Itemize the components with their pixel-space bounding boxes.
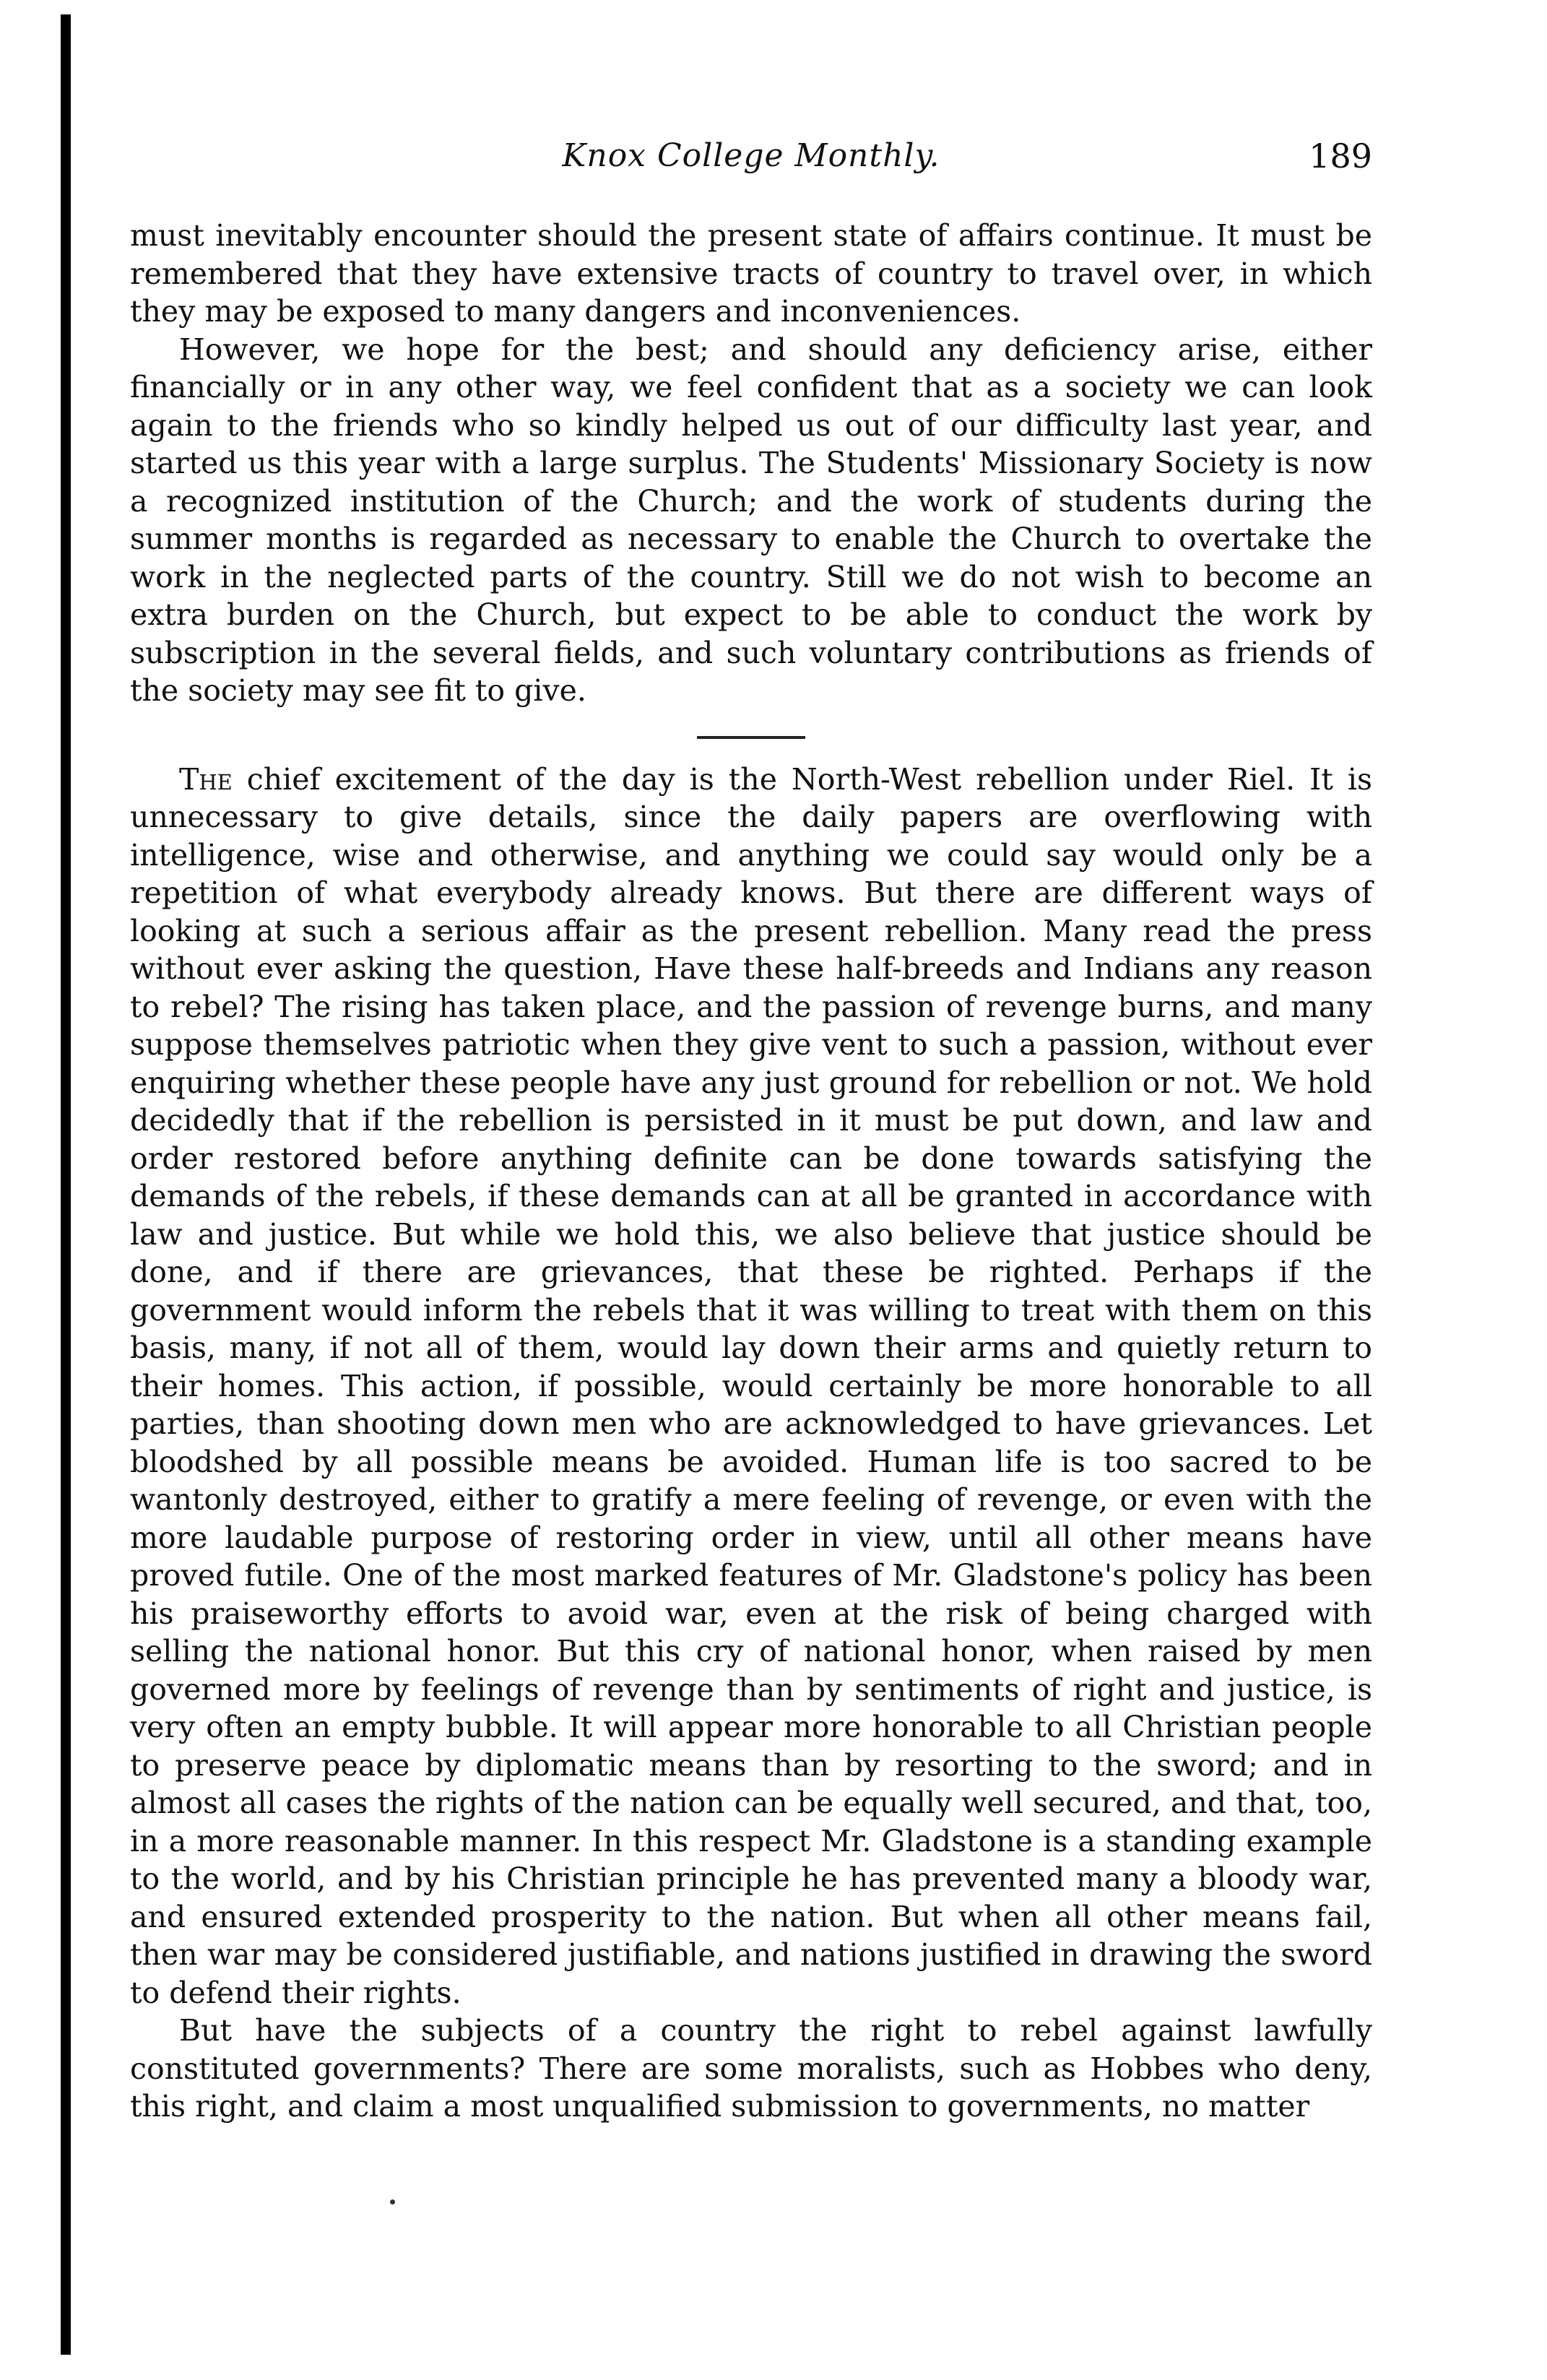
page-number: 189 <box>1309 137 1372 176</box>
paragraph-missionary-society: However, we hope for the best; and should any deficiency arise, either financially or in any other way, we feel confident that as a society we can look again to the friends who so kindly helped us out of our difficulty last year, and started us this year with a large surplus. The Students' Missionary Society is now a recognized institution of the Church; and the work of students during the summer months is regarded as necessary to enable the Church to overtake the work in the neglected parts of the country. Still we do not wish to become an extra burden on the Church, but expect to be able to conduct the work by subscription in the several fields, and such voluntary contributions as friends of the society may see fit to give. <box>130 332 1372 708</box>
paragraph-continued: must inevitably encounter should the present state of affairs continue. It must be remembered that they have extensive tracts of country to travel over, in which they may be exposed to many dangers and inconveniences. <box>130 218 1372 329</box>
book-page <box>130 137 1372 2126</box>
section-divider <box>697 736 805 739</box>
paragraph-rebellion-text: chief excitement of the day is the North-West rebellion under Riel. It is unnecessary to give details, since the daily papers are overflowing with intelligence, wise and otherwise, and anything we could say would only be a repetition of what everybody already knows. But there are different ways of looking at such a serious affair as the present rebellion. Many read the press without ever asking the question, Have these half-breeds and Indians any reason to rebel? The rising has taken place, and the passion of revenge burns, and many suppose themselves patriotic when they give vent to such a passion, without ever enquiring whether these people have any just ground for rebellion or not. We hold decidedly that if the rebellion is persisted in it must be put down, and law and order restored before anything definite can be done towards satisfying the demands of the rebels, if these demands can at all be granted in accordance with law and justice. But while we hold this, we also believe that justice should be done, and if there are grievances, that these be righted. Perhaps if the government would inform the rebels that it was willing to treat with them on this basis, many, if not all of them, would lay down their arms and quietly return to their homes. This action, if possible, would certainly be more honorable to all parties, than shooting down men who are acknowledged to have grievances. Let bloodshed by all possible means be avoided. Human life is too sacred to be wantonly destroyed, either to gratify a mere feeling of revenge, or even with the more laudable purpose of restoring order in view, until all other means have proved futile. One of the most marked features of Mr. Gladstone's policy has been his praiseworthy efforts to avoid war, even at the risk of being charged with selling the national honor. But this cry of national honor, when raised by men governed more by feelings of revenge than by sentiments of right and justice, is very often an empty bubble. It will appear more honorable to all Christian people to preserve peace by diplomatic means than by resorting to the sword; and in almost all cases the rights of the nation can be equally well secured, and that, too, in a more reasonable manner. In this respect Mr. Gladstone is a standing example to the world, and by his Christian principle he has prevented many a bloody war, and ensured extended prosperity to the nation. But when all other means fail, then war may be considered justifiable, and nations justified in drawing the sword to defend their rights. <box>130 761 1372 2010</box>
paragraph-rebellion <box>130 761 1372 2012</box>
page-binding-edge <box>61 14 71 2355</box>
paragraph-lead-word: The <box>179 761 233 797</box>
page-header <box>130 137 1372 217</box>
paragraph-right-to-rebel: But have the subjects of a country the right to rebel against lawfully constituted governments? There are some moralists, such as Hobbes who deny, this right, and claim a most unqualified submission to governments, no matter <box>130 2013 1372 2124</box>
stray-mark <box>390 2199 395 2204</box>
running-title: Knox College Monthly. <box>562 137 940 174</box>
